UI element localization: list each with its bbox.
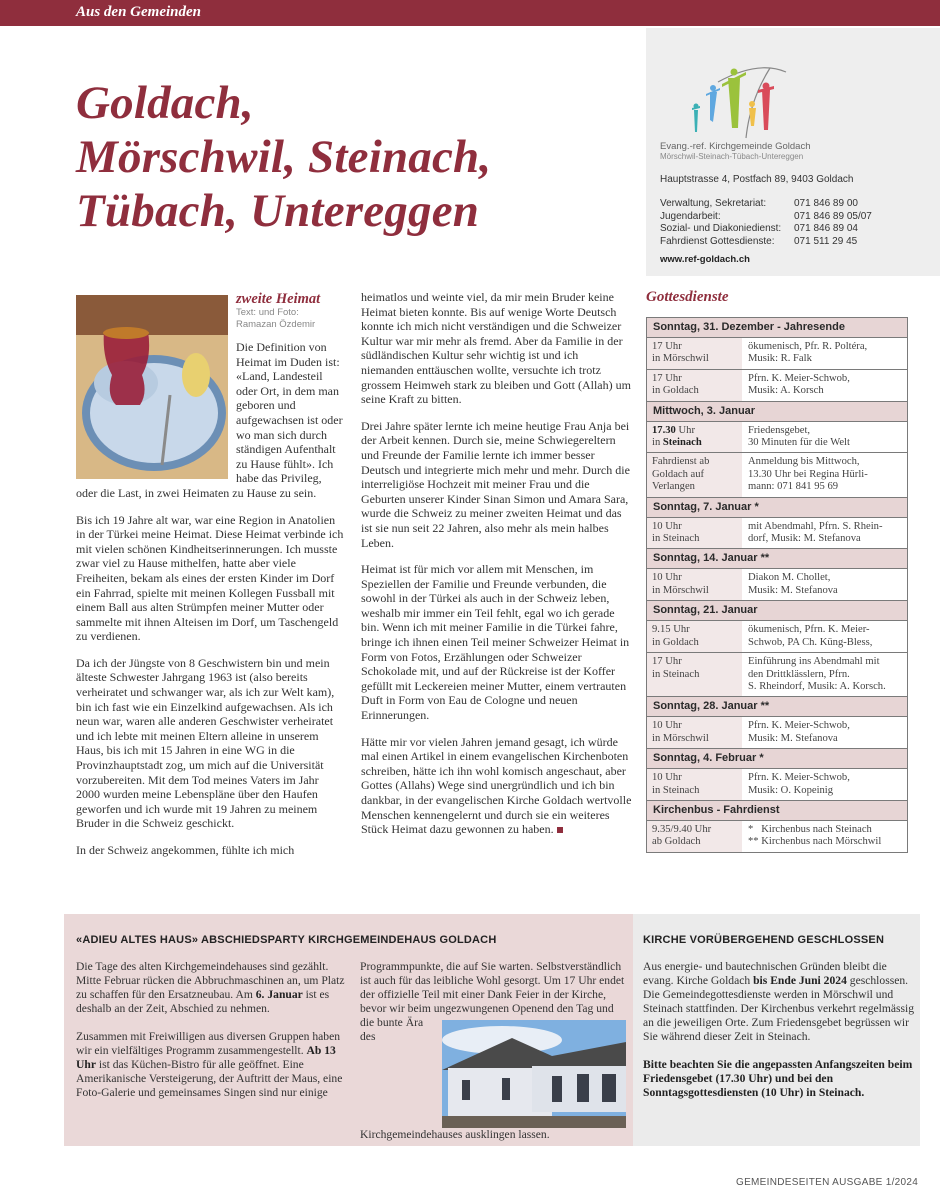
services-table (646, 317, 908, 853)
text: Aus energie- und bautechnischen Gründen bleibt die evang. Kirche Goldach (643, 960, 887, 987)
contact-list (660, 198, 872, 248)
contact-row (660, 236, 872, 249)
float-spacer (627, 960, 628, 1018)
service-row (647, 821, 907, 852)
service-place-prefix: in (652, 437, 663, 449)
service-time-place (647, 453, 742, 496)
service-desc-line: Schwob, PA Ch. Küng-Bless, (748, 636, 873, 648)
credit-author: Ramazan Özdemir (236, 318, 316, 330)
contact-phone: 071 846 89 00 (794, 198, 858, 209)
page-title (76, 76, 636, 238)
service-row (647, 422, 907, 454)
service-desc-line: Musik: O. Kopeinig (748, 784, 834, 796)
service-desc-line: ökumenisch, Pfr. R. Poltéra, (748, 341, 868, 352)
org-name: Evang.-ref. Kirchgemeinde Goldach (660, 141, 811, 152)
service-desc-line: den Drittklässlern, Pfrn. (748, 668, 850, 680)
section-header-bar (0, 0, 940, 26)
service-place: in Mörschwil (652, 353, 709, 365)
service-extra: Verlangen (652, 481, 695, 493)
service-day-heading: Kirchenbus - Fahrdienst (647, 801, 907, 821)
service-desc-line: Pfrn. K. Meier-Schwob, (748, 772, 850, 784)
service-time: 10 Uhr (652, 720, 682, 732)
service-row (647, 518, 907, 550)
church-logo-icon (688, 60, 788, 140)
service-desc-line: ** Kirchenbus nach Mörschwil (748, 836, 882, 848)
service-description (742, 717, 907, 748)
service-description (742, 769, 907, 800)
service-row (647, 453, 907, 497)
address: Hauptstrasse 4, Postfach 89, 9403 Goldach (660, 174, 854, 185)
text: Zusammen mit Freiwilligen aus diversen Gruppen haben wir ein vielfältiges Programm zusammengestellt. (76, 1030, 341, 1057)
service-desc-line: Einführung ins Abendmahl mit (748, 656, 880, 668)
services-title: Gottesdienste (646, 289, 729, 305)
date-highlight: bis Ende Juni 2024 (753, 974, 847, 987)
service-description (742, 653, 907, 696)
service-time-place (647, 338, 742, 369)
service-day-heading: Sonntag, 7. Januar * (647, 498, 907, 518)
farewell-paragraph (76, 960, 348, 1016)
contact-phone: 071 846 89 05/07 (794, 210, 872, 222)
service-place: in Goldach (652, 636, 699, 648)
service-place: in Mörschwil (652, 584, 709, 596)
service-row (647, 338, 907, 370)
service-desc-line: Friedensgebet, (748, 424, 811, 436)
service-day-heading: Sonntag, 14. Januar ** (647, 549, 907, 569)
title-line: Mörschwil, Steinach, (76, 131, 492, 183)
service-description (742, 338, 907, 369)
credit-line: Text: und Foto: (236, 307, 299, 318)
service-desc-line: mann: 071 841 95 69 (748, 481, 839, 493)
service-place: in Steinach (652, 784, 700, 796)
service-day-heading: Mittwoch, 3. Januar (647, 402, 907, 422)
service-time-place (647, 370, 742, 401)
contact-row (660, 223, 872, 236)
text: ist das Küchen-Bistro für alle geöffnet. Eine Amerikanische Versteigerung, der Auftritt der Maus, eine Foto-Galerie und gemeinsames Singen sind nur einige (76, 1058, 343, 1099)
article-paragraph-last (361, 735, 633, 837)
service-time-place (647, 422, 742, 453)
article-paragraph: In der Schweiz angekommen, fühlte ich mich (76, 843, 295, 857)
closed-paragraph (643, 960, 915, 1044)
service-time: 17.30 (652, 424, 676, 436)
text: ist es deshalb an der Zeit, Abschied zu nehmen. (76, 988, 330, 1015)
church-closed-text (643, 960, 915, 1114)
service-desc-line: Musik: R. Falk (748, 353, 812, 365)
article-paragraph: Bis ich 19 Jahre alt war, war eine Region in Anatolien in der Türkei meine Heimat. Diese Heimat verbinde ich mit vielen schönen Kindheitserinnerungen. Ich musste zwar viel zu Hause mithelfen, hatte aber viele Freiheiten, bekam als eines der ersten Kinder im Dorf ein Fahrrad, spielte mit meinen Kollegen Fussball mit einem Ball aus alten Strümpfen meiner Mutter oder sammelte mit ihnen Alteisen im Dorf, um Taschengeld zu verdienen. (76, 512, 344, 644)
service-place: in Goldach (652, 385, 699, 397)
service-desc-line: S. Rheindorf, Musik: A. Korsch. (748, 680, 886, 692)
contact-label: Verwaltung, Sekretariat: (660, 198, 767, 209)
service-time: 10 Uhr (652, 520, 682, 532)
service-time-place (647, 821, 742, 852)
contact-label: Sozial- und Diakoniedienst: (660, 223, 782, 234)
service-time-suffix: Uhr (675, 424, 695, 436)
service-place: Steinach (662, 437, 702, 449)
contact-label: Jugendarbeit: (660, 210, 721, 222)
org-subtitle: Mörschwil-Steinach-Tübach-Untereggen (660, 152, 804, 161)
farewell-title: «ADIEU ALTES HAUS» ABSCHIEDSPARTY KIRCHGEMEINDEHAUS GOLDACH (76, 934, 497, 946)
service-description (742, 370, 907, 401)
service-time-place (647, 769, 742, 800)
service-time: 10 Uhr (652, 772, 682, 784)
contact-label: Fahrdienst Gottesdienste: (660, 235, 775, 247)
service-place: in Steinach (652, 668, 700, 680)
section-label: Aus den Gemeinden (76, 4, 202, 20)
service-place: in Mörschwil (652, 732, 709, 744)
service-description (742, 621, 907, 652)
website-link[interactable]: www.ref-goldach.ch (660, 254, 750, 265)
text: Die Tage des alten Kirchgemeindehauses sind gezählt. Mitte Februar rücken die Abbruchmaschinen an, um Platz zu schaffen für den Ersatzneubau. Am (76, 960, 345, 1001)
service-description (742, 569, 907, 600)
parish-house-photo (442, 1020, 626, 1128)
farewell-party-box (64, 914, 633, 1146)
service-desc-line: * Kirchenbus nach Steinach (748, 823, 872, 835)
service-day-heading: Sonntag, 28. Januar ** (647, 697, 907, 717)
article-text: Hätte mir vor vielen Jahren jemand gesagt, ich würde mal einen Artikel in einem evangelischen Kirchenboten schreiben, hätte ich ihn wohl komisch angeschaut, aber Gottes (Allahs) Wege sind unergründlich und ich bin dankbar, in der evangelischen Kirche Goldach wertvolle Menschen kennengelernt und durch sie ein weiteres Stück Heimat dazu gewonnen zu haben. (361, 734, 632, 837)
service-desc-line: Diakon M. Chollet, (748, 572, 831, 584)
service-description (742, 453, 907, 496)
service-time-place (647, 621, 742, 652)
end-mark-icon (557, 827, 563, 833)
service-time: 9.15 Uhr (652, 624, 690, 636)
farewell-column-2 (360, 960, 628, 1156)
service-time: Fahrdienst ab (652, 456, 710, 468)
service-desc-line: Pfrn. K. Meier-Schwob, (748, 372, 850, 384)
service-description (742, 518, 907, 549)
service-desc-line: dorf, Musik: M. Stefanova (748, 533, 861, 545)
article-paragraph: Heimat ist für mich vor allem mit Menschen, im Speziellen der Familie und Freunde verbunden, die sowohl in der Türkei als auch in der Schweiz leben, weshalb mir immer ein Teil fehlt, egal wo ich gerade bin. Wenn ich mit meiner Familie in die Türkei fahre, bringe ich ihnen einen Teil meiner Schweizer Heimat in Form von Fotos, Erzählungen oder Schweizer Schokolade mit, und auf der Rückreise ist der Koffer gefüllt mit Leckereien meiner Mutter, einem vertrauten Duft in Form von Eau de Cologne und neuen Erinnerungen. (361, 562, 630, 723)
farewell-paragraph: Programmpunkte, die auf Sie warten. Selbstverständlich ist auch für das leibliche Wohl gesorgt. Um 17 Uhr endet der offizielle Teil mit einer Dank Feier in der Kirche, bevor wir beim ungezwungenen Openend den Tag und die bunte Ära des Kirchgemeindehauses ausklingen lassen. (360, 960, 625, 1141)
article-paragraph: Die Definition von Heimat im Duden ist: «Land, Landesteil oder Ort, in dem man geboren und aufgewachsen ist oder wo man sich durch ständigen Aufenthalt zu Hause fühlt». Ich habe das Privileg, oder die Last, in zwei Heimaten zu Hause zu sein. (76, 340, 343, 500)
service-description (742, 422, 907, 453)
service-place: in Steinach (652, 533, 700, 545)
service-row (647, 370, 907, 402)
title-line: Goldach, (76, 77, 254, 129)
service-desc-line: mit Abendmahl, Pfrn. S. Rhein- (748, 520, 883, 532)
time-highlight: Ab 13 Uhr (76, 1044, 336, 1071)
service-time: 17 Uhr (652, 372, 682, 384)
service-description (742, 821, 907, 852)
article-kicker: zweite Heimat (236, 291, 321, 307)
church-closed-title: KIRCHE VORÜBERGEHEND GESCHLOSSEN (643, 934, 885, 946)
service-time: 10 Uhr (652, 572, 682, 584)
text: geschlossen. Die Gemeindegottesdienste werden in Mörschwil und Steinach stattfinden. Der Kirchenbus verkehrt regelmässig an die jeweiligen Orte. Zum Friedensgebet begrüssen wir Sie während dieser Zeit in Steinach. (643, 974, 915, 1043)
service-day-heading: Sonntag, 4. Februar * (647, 749, 907, 769)
service-day-heading: Sonntag, 31. Dezember - Jahresende (647, 318, 907, 338)
service-desc-line: Musik: M. Stefanova (748, 584, 838, 596)
page-footer: GEMEINDESEITEN AUSGABE 1/2024 (736, 1177, 919, 1188)
farewell-column-1 (76, 960, 348, 1114)
notice-bold: Bitte beachten Sie die angepassten Anfangszeiten beim Friedensgebet (17.30 Uhr) und bei den Sonntagsgottesdiensten (10 Uhr) in Steinach. (643, 1058, 913, 1099)
service-row (647, 653, 907, 697)
church-closed-box (633, 914, 920, 1146)
tea-photo (76, 295, 228, 479)
contact-infobox (646, 28, 940, 276)
contact-row (660, 198, 872, 211)
service-place: Goldach auf (652, 468, 705, 480)
article-column-1 (76, 291, 344, 903)
service-desc-line: 30 Minuten für die Welt (748, 437, 850, 449)
service-desc-line: Musik: M. Stefanova (748, 732, 838, 744)
service-time-place (647, 717, 742, 748)
service-row (647, 621, 907, 653)
service-place: ab Goldach (652, 836, 701, 848)
contact-phone: 071 511 29 45 (794, 235, 858, 247)
service-time: 17 Uhr (652, 341, 682, 352)
contact-phone: 071 846 89 04 (794, 223, 858, 234)
service-desc-line: ökumenisch, Pfrn. K. Meier- (748, 624, 870, 636)
date-highlight: 6. Januar (255, 988, 303, 1001)
service-time-place (647, 653, 742, 696)
service-desc-line: Musik: A. Korsch (748, 385, 824, 397)
service-row (647, 717, 907, 749)
service-desc-line: 13.30 Uhr bei Regina Hürli- (748, 468, 868, 480)
service-day-heading: Sonntag, 21. Januar (647, 601, 907, 621)
service-desc-line: Anmeldung bis Mittwoch, (748, 456, 860, 468)
service-time: 17 Uhr (652, 656, 682, 668)
service-time: 9.35/9.40 Uhr (652, 823, 712, 835)
contact-row (660, 211, 872, 224)
service-row (647, 769, 907, 801)
service-time-place (647, 518, 742, 549)
service-row (647, 569, 907, 601)
service-time-place (647, 569, 742, 600)
article-paragraph: Drei Jahre später lernte ich meine heutige Frau Anja bei der Arbeit kennen. Durch sie, meine Schwiegereltern und Freunde der Familie lernte ich immer besser Deutsch und integrierte mich mehr und mehr. Durch die interreligiöse Hochzeit mit meiner Frau und die Geburten unserer Kinder Sinan Simon und Amara Sara, wurde die Schweiz zu meiner zweiten Heimat und das ist sie nun seit 22 Jahren, also mehr als mein halbes Leben. (361, 418, 630, 550)
closed-notice (643, 1058, 915, 1100)
service-desc-line: Pfrn. K. Meier-Schwob, (748, 720, 850, 732)
article-paragraph: heimatlos und weinte viel, da mir mein Bruder keine Heimat bieten konnte. Bis auf wenige Worte Deutsch konnte ich mich nicht verständigen und die Schweizer Kultur war mir mehr als fremd. Aber da Familie in der südländischen Kultur sehr wichtig ist und ich niemanden enttäuschen wollte, versuchte ich trotz grossem Heimweh stark zu bleiben und Gott (Allah) um seine Kraft zu bitten. (361, 290, 631, 407)
article-paragraph: Da ich der Jüngste von 8 Geschwistern bin und mein älteste Schwester Jahrgang 1963 ist (also bereits verheiratet und schwanger war, als ich zur Welt kam), bin ich fast wie ein Einzelkind aufgewachsen. Als ich neun war, waren alle anderen Geschwister verheiratet und ich lebte mit meinen Eltern alleine in unserem Haus, bis ich mit 15 Jahren in eine WG in die Provinzhauptstadt zog, um mich auf die Universität vorzubereiten. Mit dem Tod meines Vaters im Jahr 2000 wurden meine Lebenspläne über den Haufen geworfen und ich wurde mit 19 Jahren zu meinem Bruder in die Schweiz geschickt. (76, 655, 335, 831)
farewell-paragraph (76, 1030, 348, 1100)
title-line: Tübach, Untereggen (76, 185, 480, 237)
article-column-2 (361, 290, 633, 904)
